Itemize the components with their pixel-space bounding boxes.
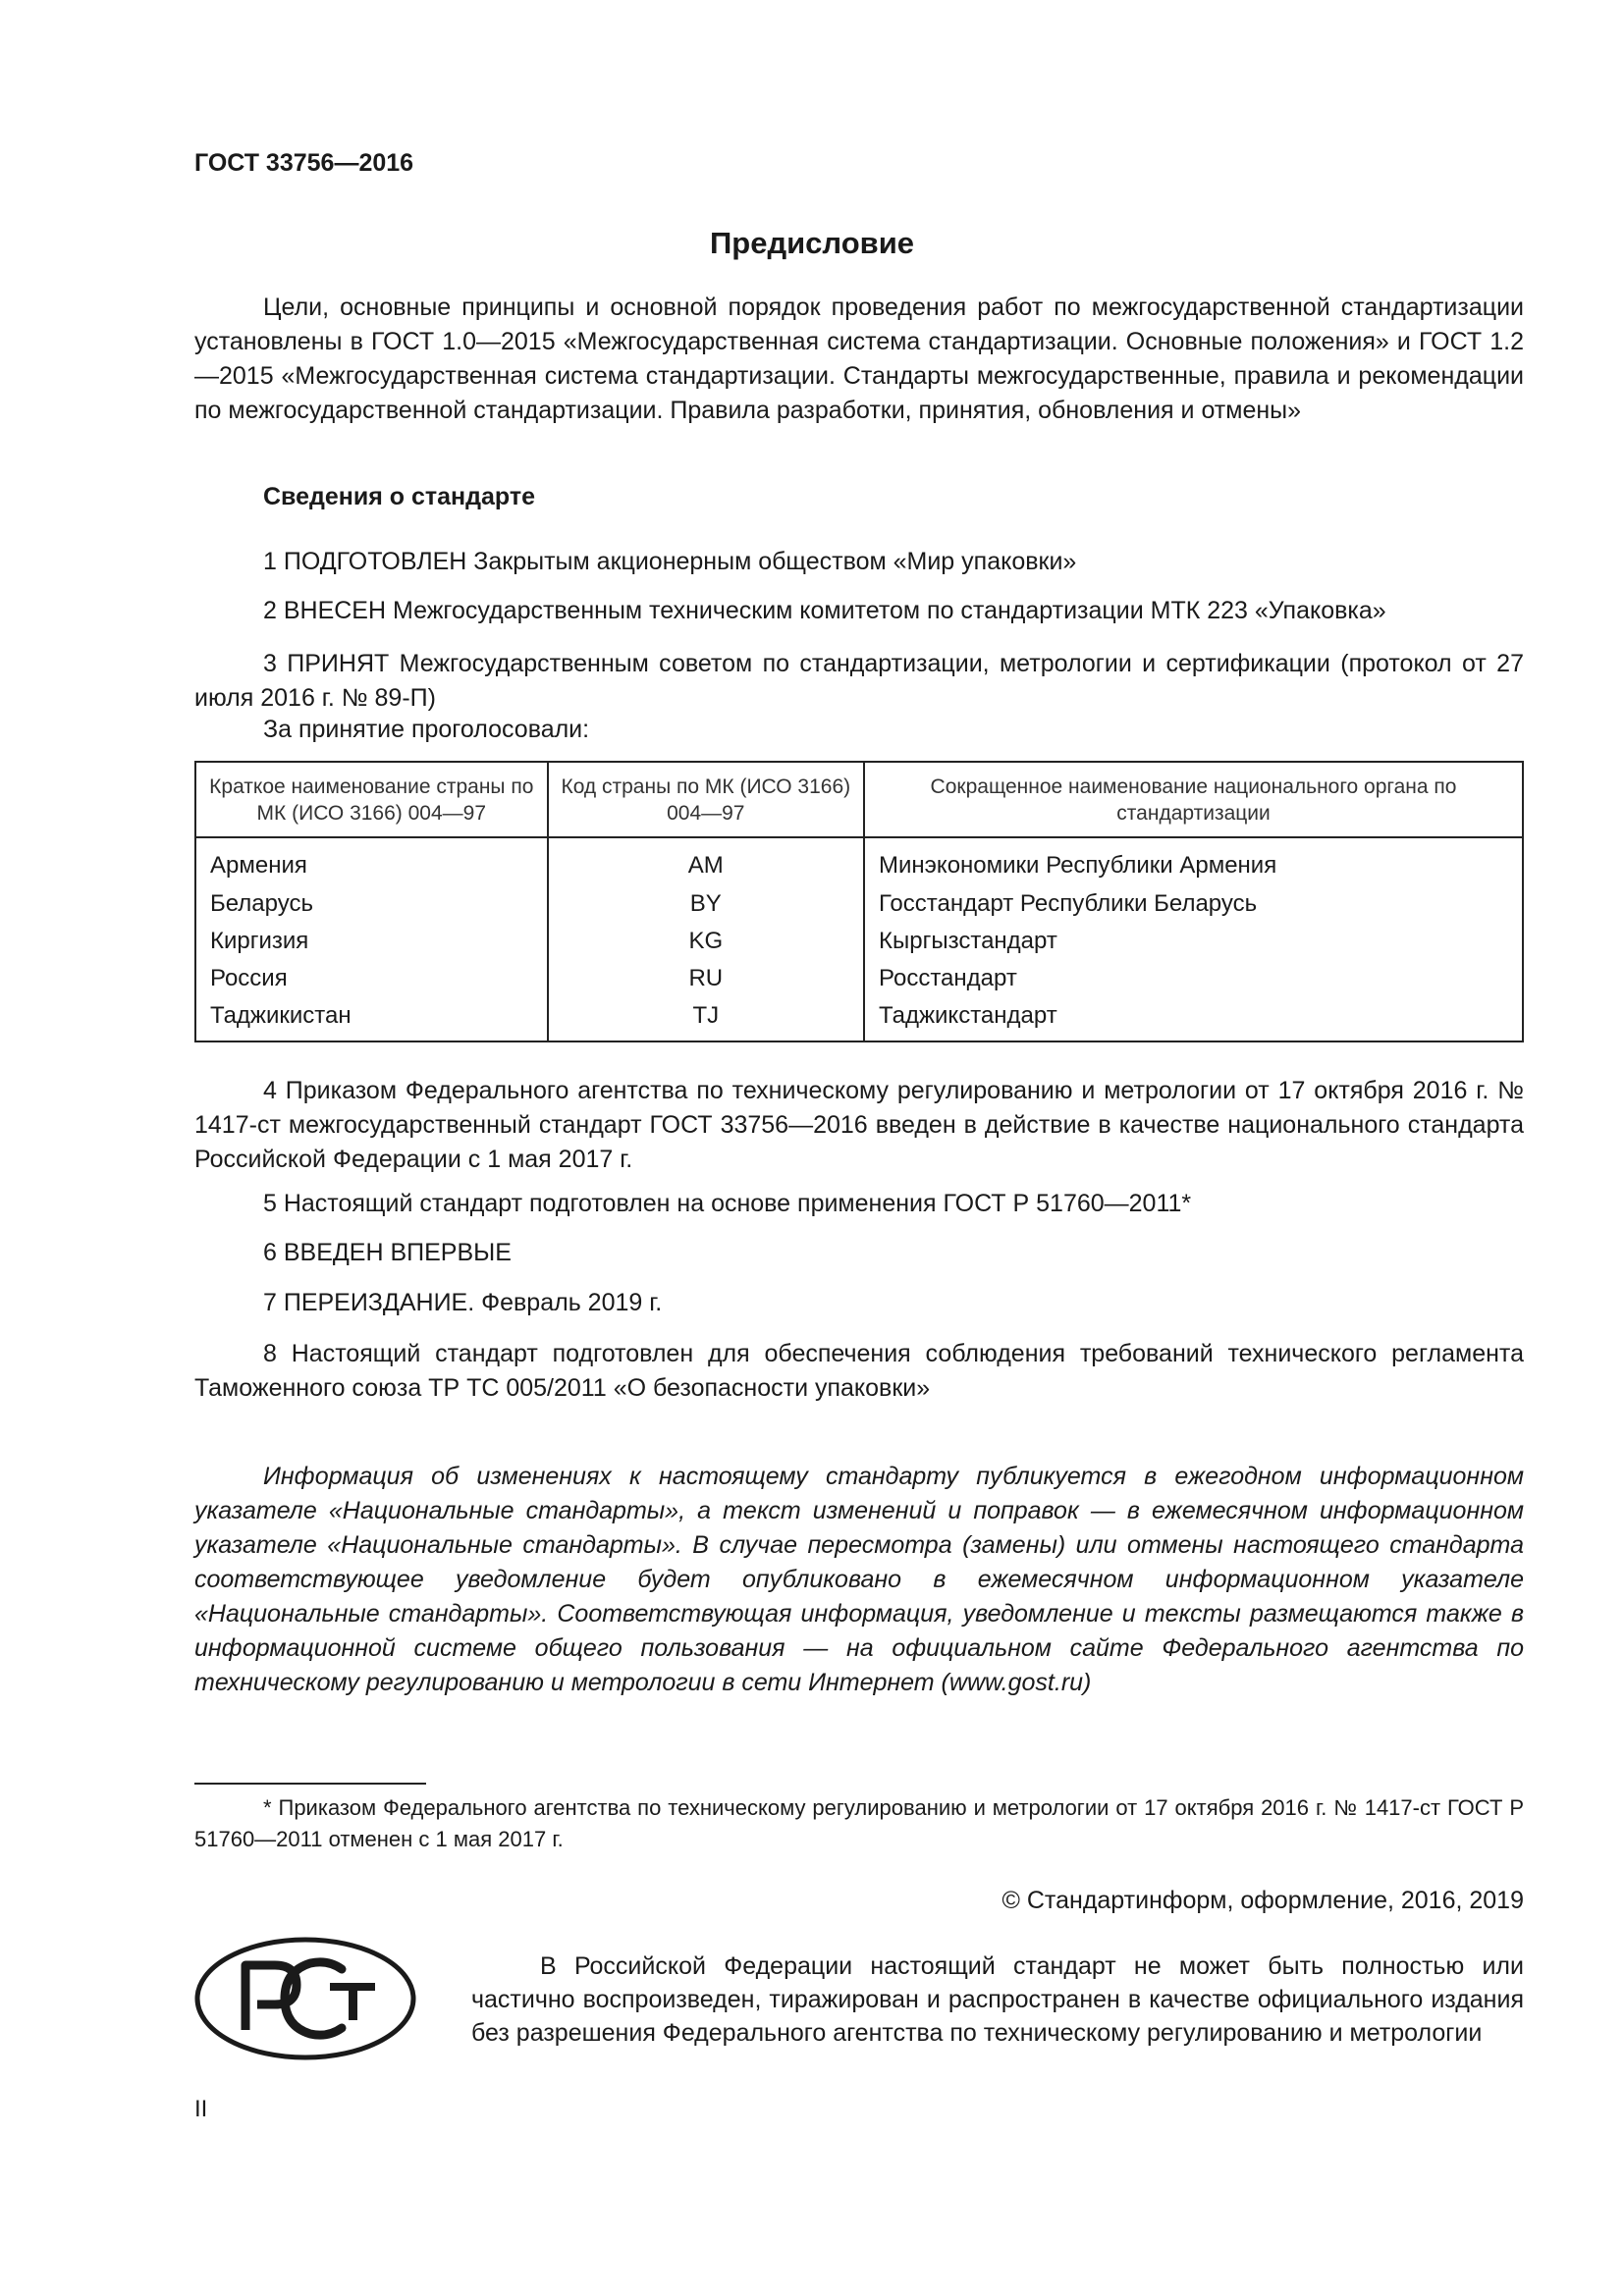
country-cell: Киргизия: [195, 923, 548, 960]
footnote-divider: [194, 1783, 426, 1785]
table-row: [195, 885, 1523, 923]
info-item-8: 8 Настоящий стандарт подготовлен для обеспечения соблюдения требований технического регламента Таможенного союза ТР ТС 005/2011 «О безопасности упаковки»: [194, 1340, 1524, 1402]
info-item-7: 7 ПЕРЕИЗДАНИЕ. Февраль 2019 г.: [263, 1289, 663, 1316]
footnote: * Приказом Федерального агентства по техническому регулированию и метрологии от 17 октября 2016 г. № 1417-ст ГОСТ Р 51760—2011 отменен с 1 мая 2017 г.: [194, 1795, 1524, 1851]
table-row: [195, 923, 1523, 960]
body-cell: Минэкономики Республики Армения: [864, 837, 1523, 885]
preface-intro: Цели, основные принципы и основной порядок проведения работ по межгосударственной стандартизации установлены в ГОСТ 1.0—2015 «Межгосударственная система стандартизации. Основные положения» и ГОСТ 1.2—2015 «Межгосударственная система стандартизации. Стандарты межгосударственные, правила и рекомендации по межгосударственной стандартизации. Правила разработки, принятия, обновления и отмены»: [194, 294, 1524, 424]
page-number: II: [194, 2096, 208, 2122]
body-cell: Кыргызстандарт: [864, 923, 1523, 960]
info-item-6: 6 ВВЕДЕН ВПЕРВЫЕ: [263, 1239, 512, 1266]
body-cell: Таджикстандарт: [864, 997, 1523, 1041]
reproduction-notice: В Российской Федерации настоящий стандарт не может быть полностью или частично воспроизведен, тиражирован и распространен в качестве официального издания без разрешения Федерального агентства по техническому регулированию и метрологии: [471, 1952, 1524, 2047]
table-row: [195, 837, 1523, 885]
vote-label: За принятие проголосовали:: [263, 716, 590, 743]
column-header-body: Сокращенное наименование национального органа по стандартизации: [864, 762, 1523, 837]
column-header-country: Краткое наименование страны по МК (ИСО 3166) 004—97: [195, 762, 548, 837]
page-title: Предисловие: [709, 226, 914, 260]
table-row: [195, 960, 1523, 997]
info-item-2: 2 ВНЕСЕН Межгосударственным техническим комитетом по стандартизации МТК 223 «Упаковка»: [263, 597, 1386, 624]
code-cell: BY: [548, 885, 864, 923]
table-header-row: [195, 762, 1523, 837]
standard-code: ГОСТ 33756—2016: [194, 149, 414, 177]
code-cell: RU: [548, 960, 864, 997]
code-cell: KG: [548, 923, 864, 960]
country-cell: Беларусь: [195, 885, 548, 923]
country-cell: Таджикистан: [195, 997, 548, 1041]
country-cell: Россия: [195, 960, 548, 997]
table-row: [195, 997, 1523, 1041]
body-cell: Росстандарт: [864, 960, 1523, 997]
copyright-line: © Стандартинформ, оформление, 2016, 2019: [1001, 1887, 1524, 1914]
code-cell: TJ: [548, 997, 864, 1041]
info-item-3: 3 ПРИНЯТ Межгосударственным советом по стандартизации, метрологии и сертификации (протокол от 27 июля 2016 г. № 89-П): [194, 650, 1524, 712]
info-item-4: 4 Приказом Федерального агентства по техническому регулированию и метрологии от 17 октября 2016 г. № 1417-ст межгосударственный стандарт ГОСТ 33756—2016 введен в действие в качестве национального стандарта Российской Федерации с 1 мая 2017 г.: [194, 1077, 1524, 1173]
body-cell: Госстандарт Республики Беларусь: [864, 885, 1523, 923]
country-cell: Армения: [195, 837, 548, 885]
rst-certification-mark-icon: [194, 1936, 416, 2061]
members-table: [194, 761, 1524, 1042]
change-info-notice: Информация об изменениях к настоящему стандарту публикуется в ежегодном информационном указателе «Национальные стандарты», а текст изменений и поправок — в ежемесячном информационном указателе «Национальные стандарты». В случае пересмотра (замены) или отмены настоящего стандарта соответствующее уведомление будет опубликовано в ежемесячном информационном указателе «Национальные стандарты». Соответствующая информация, уведомление и тексты размещаются также в информационной системе общего пользования — на официальном сайте Федерального агентства по техническому регулированию и метрологии в сети Интернет (www.gost.ru): [194, 1463, 1524, 1696]
info-item-1: 1 ПОДГОТОВЛЕН Закрытым акционерным обществом «Мир упаковки»: [263, 548, 1077, 575]
info-item-5: 5 Настоящий стандарт подготовлен на основе применения ГОСТ Р 51760—2011*: [263, 1190, 1192, 1217]
code-cell: AM: [548, 837, 864, 885]
section-heading: Сведения о стандарте: [263, 483, 536, 510]
column-header-code: Код страны по МК (ИСО 3166) 004—97: [548, 762, 864, 837]
